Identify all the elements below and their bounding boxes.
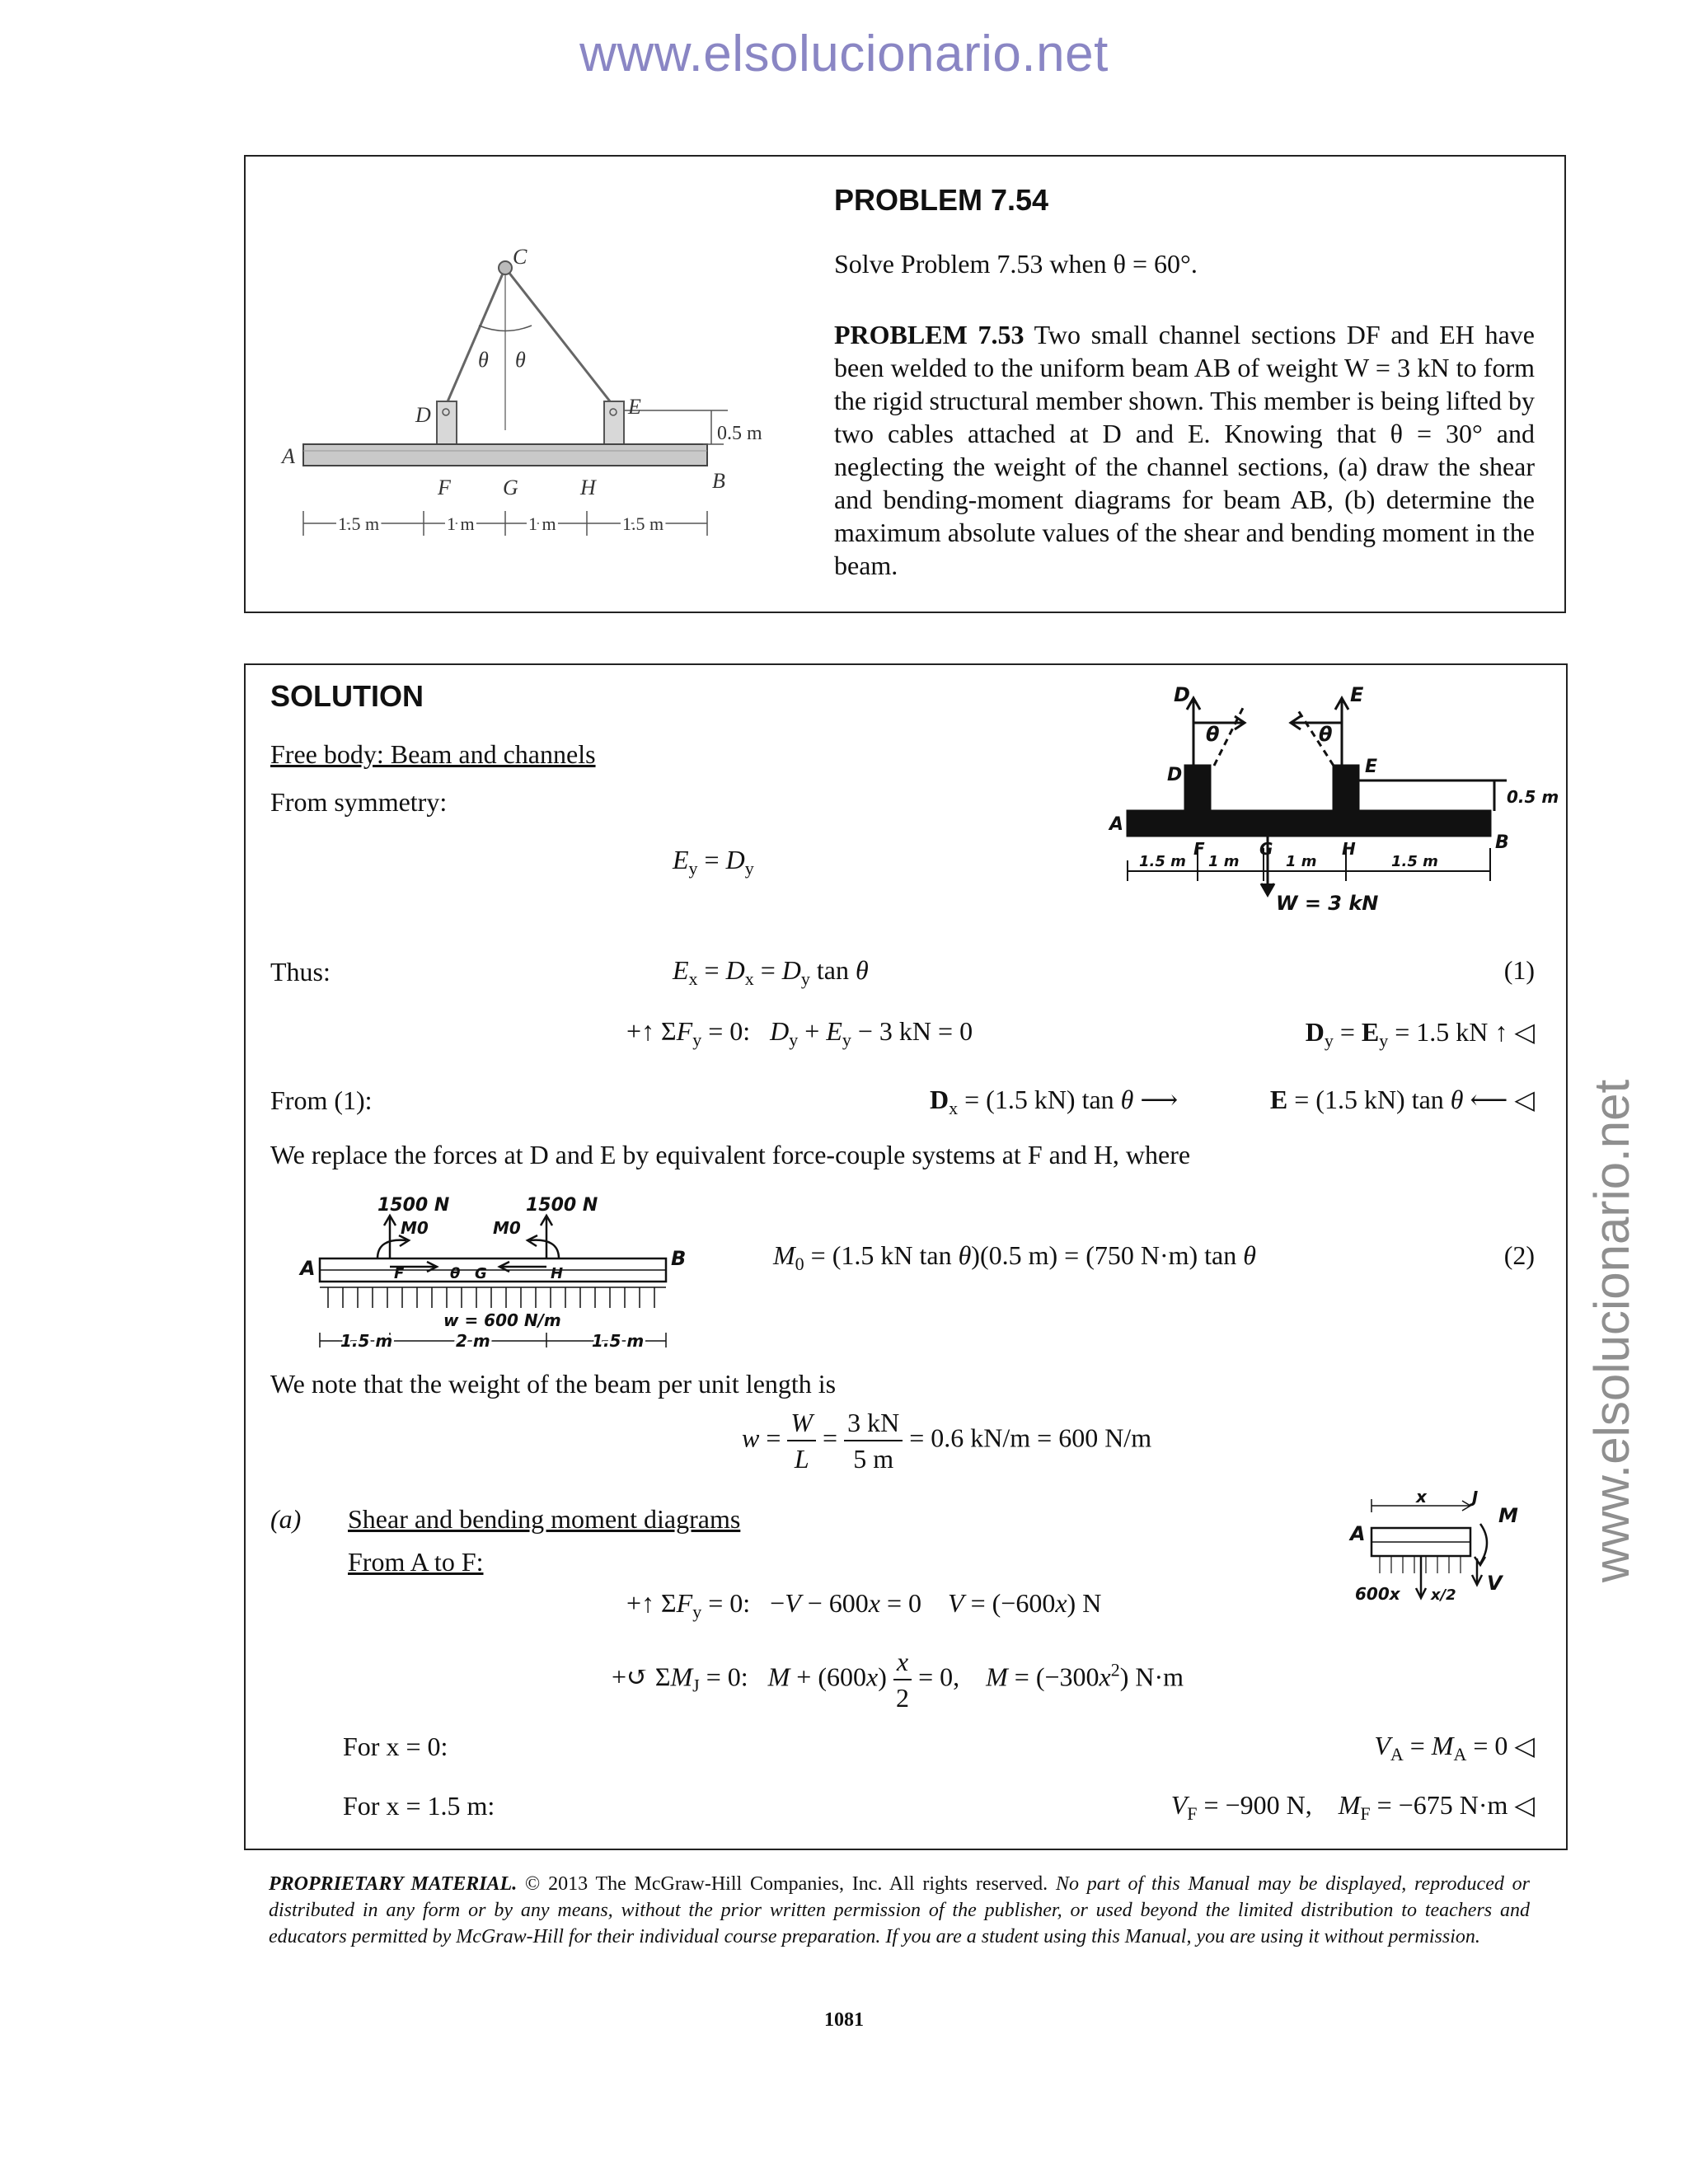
from-symmetry: From symmetry:: [270, 787, 448, 817]
problem-statement: Solve Problem 7.53 when θ = 60°.: [834, 249, 1198, 279]
fbd-segment-aj: [1339, 1491, 1536, 1623]
svg-text:V: V: [1487, 1572, 1503, 1595]
svg-text:C: C: [513, 245, 528, 269]
svg-text:θ: θ: [478, 348, 489, 372]
problem-figure: [262, 206, 773, 593]
svg-text:A: A: [300, 1257, 316, 1280]
svg-text:0.5 m: 0.5 m: [1507, 787, 1559, 807]
watermark-side: www.elsolucionario.net: [1584, 1079, 1639, 1583]
svg-text:E: E: [628, 395, 641, 419]
result-dx: $D_x = (1.5$ kN) tan θ ⟶: [930, 1085, 1179, 1118]
svg-text:D: D: [1167, 765, 1183, 785]
svg-text:E: E: [1350, 683, 1364, 706]
svg-text:M0: M0: [401, 1218, 429, 1238]
svg-text:G: G: [1259, 839, 1273, 859]
eq-symmetry: $E_y = D_y$: [673, 845, 754, 879]
footer-copyright: © 2013 The McGraw-Hill Companies, Inc. All rights reserved.: [525, 1873, 1048, 1895]
svg-text:x/2: x/2: [1431, 1586, 1456, 1604]
problem-box: [244, 155, 1566, 613]
for-x0-label: For x = 0:: [343, 1732, 448, 1761]
eq-segment-fy: +↑ $\Sigma F_y = 0$: −V − 600x = 0 V = (−600x) N: [626, 1588, 1102, 1622]
svg-text:A: A: [1350, 1522, 1366, 1545]
svg-text:1.5 m: 1.5 m: [1391, 853, 1438, 870]
result-dy-ey: $D_y = E_y = 1.5$ kN ↑ ◁: [1305, 1017, 1535, 1051]
problem-title: PROBLEM 7.54: [834, 183, 1049, 217]
page-number: 1081: [824, 2009, 864, 2031]
weight-text: We note that the weight of the beam per unit length is: [270, 1369, 837, 1399]
svg-text:2 m: 2 m: [456, 1331, 490, 1349]
eq-sum-fy: +↑ $\Sigma F_y = 0$: $D_y + E_y - 3$ kN = 0: [626, 1016, 973, 1050]
svg-text:B: B: [671, 1247, 687, 1270]
svg-text:E: E: [1365, 757, 1378, 777]
svg-text:1.5 m: 1.5 m: [340, 1331, 393, 1349]
fbd-equivalent-system: [295, 1193, 691, 1349]
svg-text:F: F: [438, 476, 451, 499]
result-e: E = (1.5 kN) tan θ ⟵ ◁: [1269, 1085, 1535, 1114]
solution-box: [244, 663, 1568, 1850]
part-a-label: (a): [270, 1504, 302, 1534]
svg-text:G: G: [475, 1265, 487, 1282]
svg-text:G: G: [503, 476, 518, 499]
svg-text:1 m: 1 m: [1286, 853, 1317, 870]
svg-text:θ: θ: [515, 348, 526, 372]
svg-text:1.5 m: 1.5 m: [1139, 853, 1186, 870]
svg-text:1 m: 1 m: [1208, 853, 1240, 870]
channel-df: [437, 401, 457, 444]
replace-text: We replace the forces at D and E by equivalent force-couple systems at F and H, where: [270, 1140, 1191, 1169]
svg-text:D: D: [415, 403, 431, 427]
svg-text:1.5 m: 1.5 m: [622, 513, 664, 534]
eq-number-1: (1): [1503, 955, 1535, 985]
solution-title: SOLUTION: [270, 679, 424, 713]
fbd-beam-channels: [1103, 683, 1564, 914]
eq-horizontal: $E_x = D_x = D_y$ tan θ: [673, 955, 869, 989]
for-x15-label: For x = 1.5 m:: [343, 1791, 495, 1821]
svg-text:B: B: [1495, 832, 1509, 853]
svg-text:w = 600 N/m: w = 600 N/m: [443, 1310, 561, 1330]
watermark-top: www.elsolucionario.net: [579, 26, 1109, 82]
svg-text:F: F: [1193, 839, 1205, 859]
footer-lead: PROPRIETARY MATERIAL.: [269, 1873, 518, 1895]
problem-ref: [834, 318, 1535, 582]
svg-text:1.5 m: 1.5 m: [338, 513, 380, 534]
from-a-to-f: From A to F:: [348, 1547, 484, 1577]
channel-eh: [604, 401, 624, 444]
beam-ab: [303, 444, 707, 466]
svg-text:B: B: [712, 469, 725, 493]
svg-text:θ: θ: [1206, 723, 1220, 746]
svg-text:J: J: [1472, 1491, 1479, 1507]
cable-cd: [446, 268, 505, 405]
part-a-title: Shear and bending moment diagrams: [348, 1504, 741, 1534]
svg-text:W = 3 kN: W = 3 kN: [1276, 892, 1379, 914]
thus-label: Thus:: [270, 957, 331, 987]
eq-segment-mj: +↺ $\Sigma M_J = 0$: M + (600x) $\frac{x}{2}$ = 0, $M = (-300x^2)$ N·m: [612, 1644, 1184, 1715]
svg-text:F: F: [394, 1265, 405, 1282]
fbd-title: Free body: Beam and channels: [270, 739, 596, 769]
eq-number-2: (2): [1503, 1240, 1535, 1270]
svg-text:1.5 m: 1.5 m: [592, 1331, 645, 1349]
height-dim-label: 0.5 m: [717, 423, 762, 444]
from1-label: From (1):: [270, 1085, 373, 1115]
svg-text:H: H: [551, 1265, 564, 1282]
svg-text:M0: M0: [493, 1218, 521, 1238]
svg-text:A: A: [282, 444, 295, 468]
problem-ref-text: Two small channel sections DF and EH have been welded to the uniform beam AB of weight W = 3 kN to form the rigid structural member shown. This member is being lifted by two cables attached at D and E. Knowing that θ = 30° and neglecting the weight of the channel sections, (a) draw the shear and bending-moment diagrams for beam AB, (b) determine the maximum absolute values of the shear and bending moment in the beam.: [834, 320, 1536, 580]
svg-text:θ: θ: [450, 1265, 461, 1282]
copyright-notice: [269, 1871, 1530, 1950]
svg-text:1 m: 1 m: [528, 513, 556, 534]
svg-text:θ: θ: [1319, 723, 1333, 746]
result-vf-mf: $V_F = -900$ N, $M_F = -675$ N·m ◁: [1170, 1790, 1535, 1824]
svg-text:H: H: [580, 476, 596, 499]
eq-m0: $M_0 = (1.5$ kN tan θ)(0.5 m) = (750 N·m) tan θ: [773, 1240, 1256, 1274]
svg-text:H: H: [1342, 839, 1356, 859]
svg-text:D: D: [1174, 683, 1190, 706]
eq-weight-per-length: w = $\frac{W}{L}$ = $\frac{3 kN}{5 m}$ = 0.6 kN/m = 600 N/m: [742, 1405, 1151, 1476]
svg-text:1500 N: 1500 N: [377, 1195, 450, 1216]
svg-text:A: A: [1109, 814, 1124, 835]
svg-text:600x: 600x: [1355, 1584, 1400, 1604]
pin-c: [499, 261, 512, 274]
cable-ce: [505, 268, 613, 405]
svg-text:M: M: [1498, 1504, 1518, 1527]
svg-text:1500 N: 1500 N: [526, 1195, 598, 1216]
footer-notice: No part of this Manual may be displayed, reproduced or distributed in any form or by any means, without the prior written permission of the publisher, or used beyond the limited distribution to teachers and educators permitted by McGraw-Hill for their individual course preparation. If you are a student using this Manual, you are using it without permission.: [269, 1873, 1530, 1947]
svg-text:x: x: [1416, 1491, 1427, 1507]
svg-text:1 m: 1 m: [447, 513, 475, 534]
result-va-ma: $V_A = M_A = 0$ ◁: [1374, 1731, 1535, 1765]
problem-ref-label: PROBLEM 7.53: [834, 320, 1025, 349]
